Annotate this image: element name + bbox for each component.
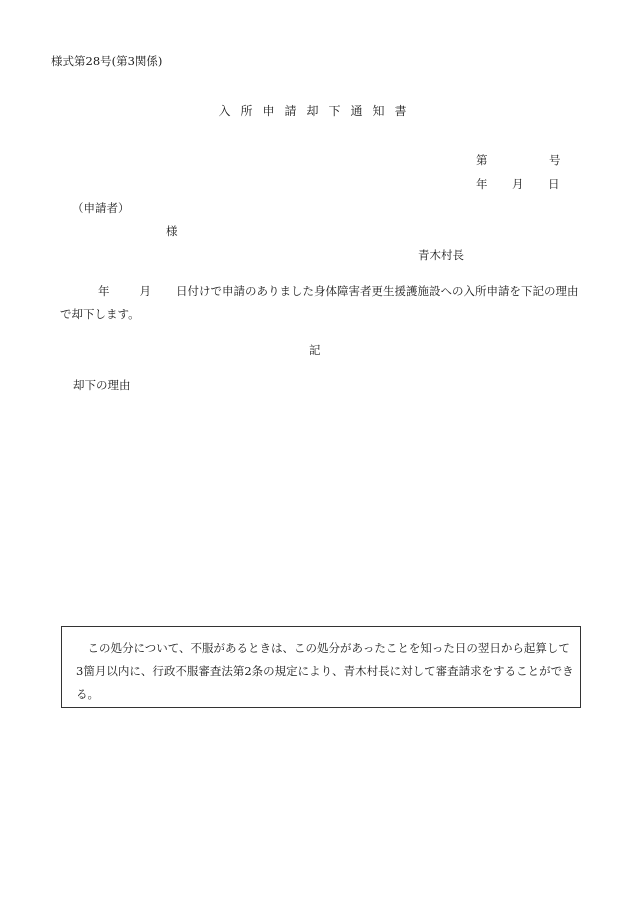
reason-label: 却下の理由	[73, 378, 131, 392]
date-day-label: 日	[548, 177, 560, 191]
appeal-notice-text: この処分について、不服があるときは、この処分があったことを知った日の翌日から起算して3箇月以内に、行政不服審査法第2条の規定により、青木村長に対して審査請求をすることができる。	[76, 641, 574, 701]
form-number: 様式第28号(第3関係)	[51, 54, 163, 68]
appeal-notice-box	[61, 626, 581, 708]
body-line-1	[98, 286, 579, 298]
body-year-label: 年	[98, 284, 110, 298]
document-number-suffix: 号	[549, 153, 561, 167]
honorific: 様	[166, 224, 178, 238]
document-title: 入所申請却下通知書	[218, 104, 417, 118]
document-number-prefix: 第	[476, 153, 488, 167]
body-text-1: 日付けで申請のありました身体障害者更生援護施設への入所申請を下記の理由	[176, 284, 579, 298]
body-month-label: 月	[139, 284, 151, 298]
date-year-label: 年	[476, 177, 488, 191]
issuer-name: 青木村長	[418, 248, 464, 262]
body-line-2: で却下します。	[60, 307, 140, 321]
ki-heading: 記	[309, 343, 321, 357]
applicant-label: （申請者）	[72, 201, 130, 215]
date-month-label: 月	[512, 177, 524, 191]
